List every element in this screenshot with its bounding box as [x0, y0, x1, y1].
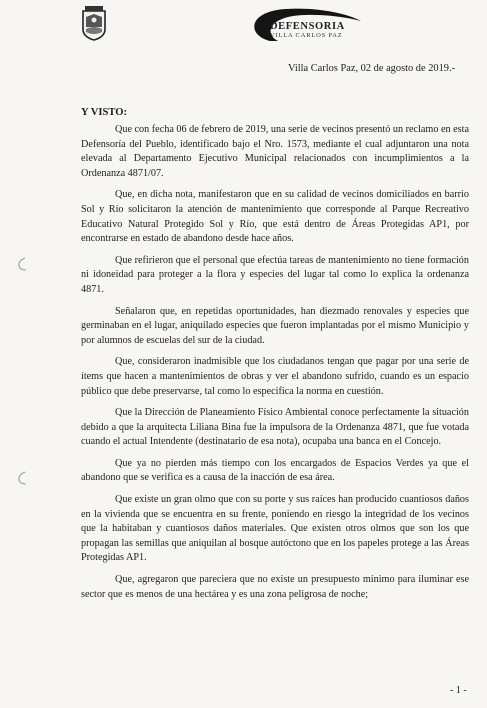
page-number: - 1 - — [450, 685, 467, 696]
logo-subtitle: VILLA CARLOS PAZ — [270, 32, 343, 39]
paragraph: Que con fecha 06 de febrero de 2019, una serie de vecinos presentó un reclamo en esta Defensoría del Pueblo, identificado bajo el Nro. 1573, mediante el cual adjuntaron una nota elevada al Departamento Ejecutivo Municipal relacionados con incumplimientos a la Ordenanza 4871/07. — [81, 124, 469, 179]
punch-hole-mark-icon — [17, 471, 27, 485]
logo-title: DEFENSORIA — [270, 21, 345, 32]
paragraph: Que ya no pierden más tiempo con los encargados de Espacios Verdes ya que el abandono que se verifica es a causa de la inacción de esa área. — [81, 457, 469, 484]
paragraph: Que existe un gran olmo que con su porte y sus raíces han producido cuantiosos daños en la vivienda que se encuentra en su frente, poniendo en riesgo la integridad de los vecinos que la habitaban y cuantiosos daños materiales. Que existen otros olmos que son los que propagan las semillas que aniquilan al bosque autóctono que en los papeles protege a las Áreas Protegidas AP1. — [81, 494, 469, 564]
body-text — [81, 123, 469, 609]
paragraph: Que, agregaron que pareciera que no existe un presupuesto mínimo para iluminar ese sector que es menos de una hectárea y es una zona peligrosa de noche; — [81, 574, 469, 600]
section-heading: Y VISTO: — [81, 107, 128, 118]
paragraph: Que, consideraron inadmisible que los ciudadanos tengan que pagar por una serie de ítems que hacen a mantenimientos de obras y ver el abandono sufrido, cuando es un espacio público que debe preservarse, tal como lo especifica la norma en cuestión. — [81, 356, 469, 397]
paragraph: Que, en dicha nota, manifestaron que en su calidad de vecinos domiciliados en barrio Sol y Río solicitaron la atención de mantenimiento que corresponde al Parque Recreativo Educativo Natural Protegido Sol y Río, que está dentro de Áreas Protegidas AP1, por encontrarse en estado de abandono desde hace años. — [81, 189, 469, 245]
date-line: Villa Carlos Paz, 02 de agosto de 2019.- — [288, 63, 456, 74]
punch-hole-mark-icon — [17, 257, 27, 271]
paragraph: Señalaron que, en repetidas oportunidades, han diezmado renovales y especies que germinaban en el lugar, aniquilado especies que fueron implantadas por el mismo Municipio y por alumnos de escuelas del sur de la ciudad. — [81, 305, 469, 346]
paragraph: Que la Dirección de Planeamiento Físico Ambiental conoce perfectamente la situación debido a que la arquitecta Liliana Bina fue la impulsora de la Ordenanza 4871, que fue votada cuando el actual Intendente (destinatario de esa nota), ocupaba una banca en el Concejo. — [81, 407, 469, 448]
municipal-crest-icon — [81, 5, 107, 41]
paragraph: Que refirieron que el personal que efectúa tareas de mantenimiento no tiene formación ni idoneidad para proteger a la flora y especies del lugar tal como lo explica la ordenanza 4871. — [81, 254, 469, 295]
